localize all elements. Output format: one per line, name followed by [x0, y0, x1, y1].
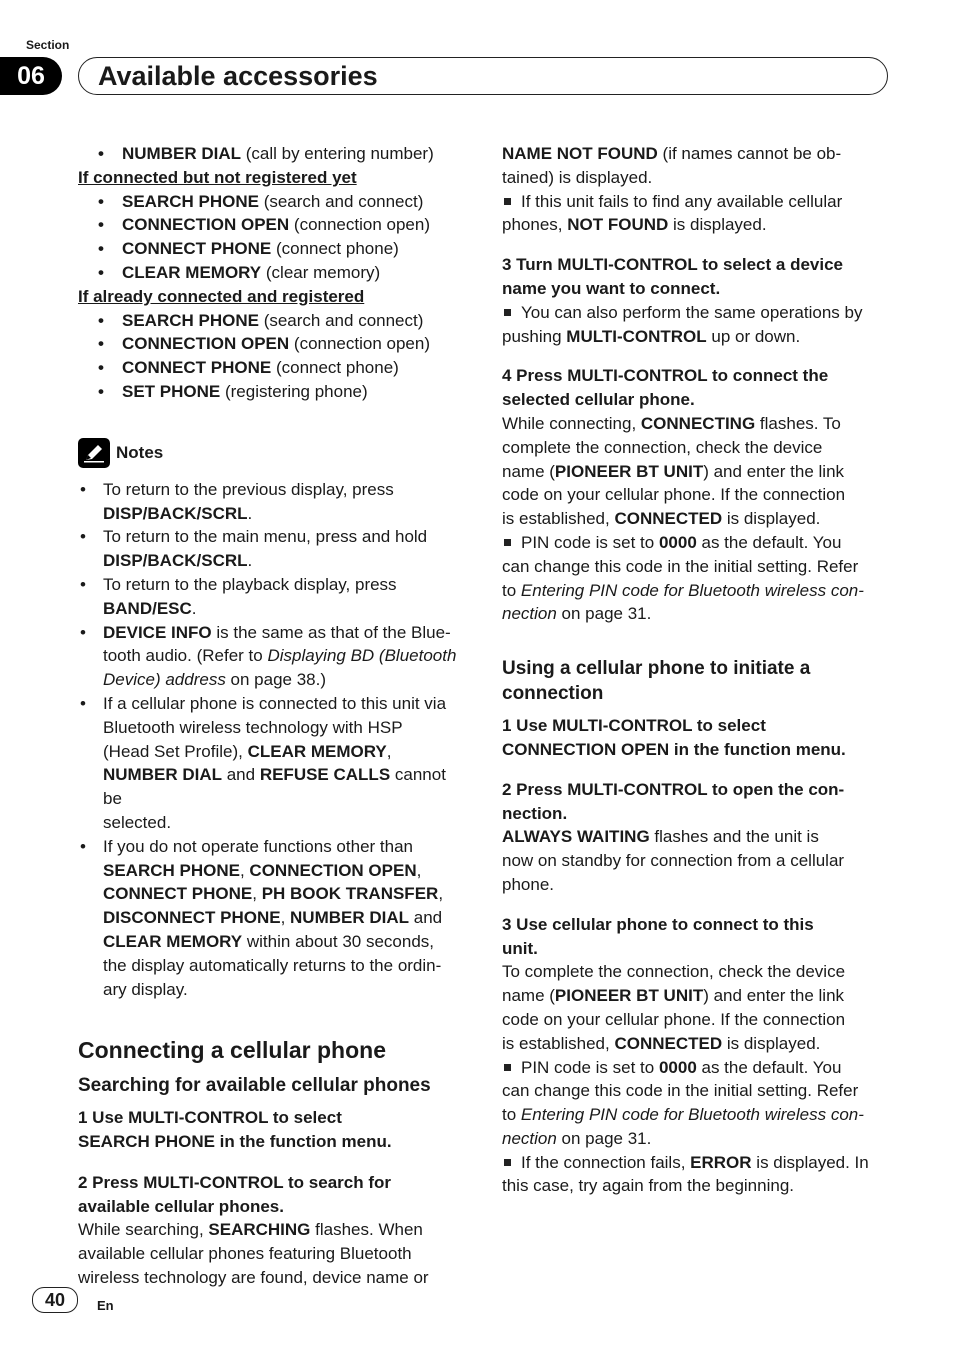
notes-title: Notes [116, 442, 164, 462]
pencil-note-icon [78, 438, 110, 468]
step-2: 2 Press MULTI-CONTROL to open the con- nection. [502, 779, 845, 823]
list-item: • CLEAR MEMORY (clear memory) [78, 261, 466, 285]
step-2: 2 Press MULTI-CONTROL to search for available cellular phones. [78, 1172, 391, 1216]
square-note: If the connection fails, ERROR is displayed. In this case, try again from the beginning. [502, 1152, 869, 1196]
list-item: • CONNECT PHONE (connect phone) [78, 237, 466, 261]
section-label: Section [26, 38, 70, 52]
section-number-badge: 06 [0, 57, 62, 95]
list-item: • SEARCH PHONE (search and connect) [78, 309, 466, 333]
square-note: If this unit fails to find any available cellular phones, NOT FOUND is displayed. [502, 191, 843, 235]
step-3: 3 Use cellular phone to connect to this unit. [502, 914, 814, 958]
notes-heading [78, 438, 466, 468]
step-1: 1 Use MULTI-CONTROL to select SEARCH PHONE in the function menu. [78, 1108, 392, 1152]
note-item: • To return to the previous display, press DISP/BACK/SCRL. [78, 478, 466, 526]
paragraph: NAME NOT FOUND (if names cannot be ob- tained) is displayed. [502, 144, 842, 187]
page-number: 40 [32, 1287, 78, 1313]
note-item: • If you do not operate functions other than SEARCH PHONE, CONNECTION OPEN, CONNECT PHONE, PH BOOK TRANSFER, DISCONNECT PHONE, NUMBER DIAL and CLEAR MEMORY within about 30 seconds, the display automatically returns to the ordin- ary display. [78, 835, 466, 1002]
list-item: • NUMBER DIAL (call by entering number) [78, 142, 466, 166]
subheading-registered: If already connected and registered [78, 286, 365, 306]
note-item: • To return to the playback display, press BAND/ESC. [78, 573, 466, 621]
step-3-body: To complete the connection, check the device name (PIONEER BT UNIT) and enter the link code on your cellular phone. If the connection is established, CONNECTED is displayed. [502, 962, 846, 1053]
step-2-body: ALWAYS WAITING flashes and the unit is now on standby for connection from a cellular phone. [502, 827, 845, 894]
left-column [78, 142, 466, 1290]
note-item: • DEVICE INFO is the same as that of the Blue- tooth audio. (Refer to Displaying BD (Bluetooth Device) address on page 38.) [78, 621, 466, 692]
step-4-body: While connecting, CONNECTING flashes. To complete the connection, check the device name (PIONEER BT UNIT) and enter the link code on your cellular phone. If the connection is established, CONNECTED is displayed. [502, 413, 846, 529]
note-item: • If a cellular phone is connected to this unit via Bluetooth wireless technology with HSP (Head Set Profile), CLEAR MEMORY, NUMBER DIAL and REFUSE CALLS cannot be selected. [78, 692, 466, 835]
list-item: • CONNECTION OPEN (connection open) [78, 332, 466, 356]
list-item: • SET PHONE (registering phone) [78, 380, 466, 404]
square-note: PIN code is set to 0000 as the default. You can change this code in the initial setting. Refer to Entering PIN code for Bluetooth wireless con- nection on page 31. [502, 532, 864, 624]
list-item: • CONNECT PHONE (connect phone) [78, 356, 466, 380]
step-4: 4 Press MULTI-CONTROL to connect the selected cellular phone. [502, 366, 829, 410]
list-item: • SEARCH PHONE (search and connect) [78, 190, 466, 214]
step-1: 1 Use MULTI-CONTROL to select CONNECTION OPEN in the function menu. [502, 716, 846, 759]
subsection-heading: Searching for available cellular phones [78, 1075, 431, 1097]
square-note: PIN code is set to 0000 as the default. You can change this code in the initial setting. Refer to Entering PIN code for Bluetooth wireless con- nection on page 31. [502, 1057, 864, 1148]
language-label: En [97, 1298, 114, 1313]
list-item: • CONNECTION OPEN (connection open) [78, 213, 466, 237]
note-item: • To return to the main menu, press and hold DISP/BACK/SCRL. [78, 525, 466, 573]
step-2-body: While searching, SEARCHING flashes. When available cellular phones featuring Bluetooth wireless technology are found, device name or [78, 1220, 429, 1288]
section-heading: Connecting a cellular phone [78, 1037, 386, 1064]
subsection-heading: Using a cellular phone to initiate a connection [502, 658, 811, 705]
square-note: You can also perform the same operations by pushing MULTI-CONTROL up or down. [502, 302, 863, 346]
subheading-not-registered: If connected but not registered yet [78, 167, 357, 187]
step-3: 3 Turn MULTI-CONTROL to select a device name you want to connect. [502, 255, 843, 298]
page-title: Available accessories [98, 61, 378, 91]
right-column [502, 142, 888, 1198]
